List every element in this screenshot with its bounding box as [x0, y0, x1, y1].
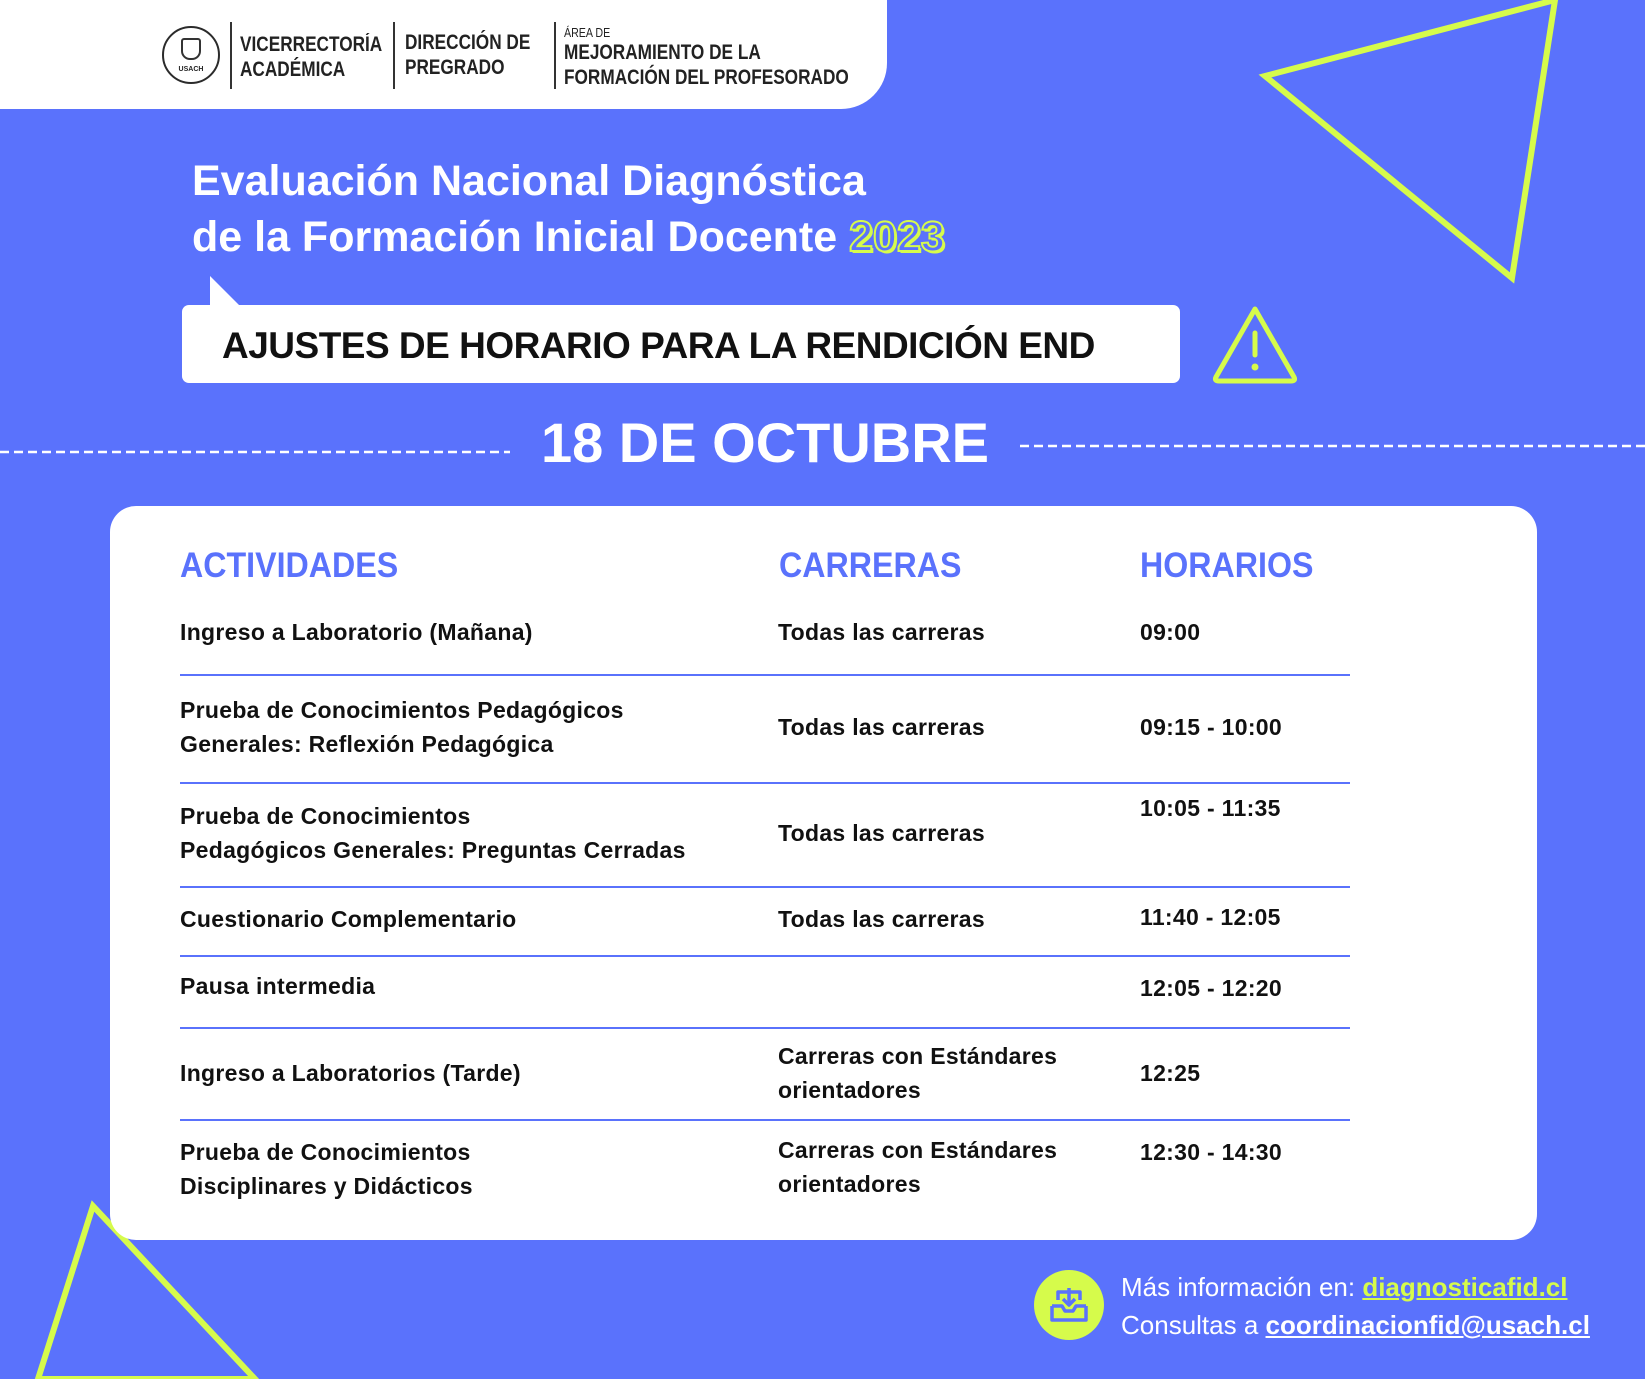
banner-text: AJUSTES DE HORARIO PARA LA RENDICIÓN END [222, 325, 1095, 366]
title-line-1: Evaluación Nacional Diagnóstica [192, 157, 866, 205]
contact-label: Consultas a [1121, 1310, 1266, 1340]
org-vicerrectoria: VICERRECTORÍA ACADÉMICA [240, 33, 383, 81]
activity-cell: Prueba de Conocimientos Pedagógicos Generales: Reflexión Pedagógica [180, 697, 624, 757]
header-divider [554, 22, 556, 89]
table-row [180, 888, 1350, 957]
career-cell: Todas las carreras [778, 619, 985, 645]
table-row [180, 606, 1350, 676]
activity-cell: Cuestionario Complementario [180, 906, 517, 932]
activity-cell: Prueba de Conocimientos Disciplinares y Didácticos [180, 1139, 473, 1199]
header-divider [230, 22, 232, 89]
header-careers: CARRERAS [779, 546, 962, 585]
career-cell: Carreras con Estándares orientadores [778, 1137, 1058, 1197]
time-cell: 11:40 - 12:05 [1140, 904, 1281, 930]
career-cell: Todas las carreras [778, 714, 985, 740]
more-info-label: Más información en: [1121, 1272, 1363, 1302]
time-cell: 10:05 - 11:35 [1140, 795, 1281, 821]
table-row [180, 957, 1350, 1029]
activity-cell: Pausa intermedia [180, 973, 376, 999]
title-line-2: de la Formación Inicial Docente 2023 [192, 213, 945, 261]
time-cell: 12:25 [1140, 1060, 1201, 1086]
inbox-download-icon [1034, 1270, 1104, 1340]
banner-tail [210, 276, 242, 308]
schedule-banner [182, 305, 1180, 383]
page-title [192, 153, 945, 265]
career-cell: Carreras con Estándares orientadores [778, 1043, 1058, 1103]
table-row [180, 1029, 1350, 1121]
activity-cell: Prueba de Conocimientos Pedagógicos Generales: Preguntas Cerradas [180, 803, 686, 863]
institution-header [0, 0, 887, 109]
triangle-outline-top-right [1265, 0, 1555, 278]
org-area: ÁREA DE MEJORAMIENTO DE LA FORMACIÓN DEL PROFESORADO [564, 25, 849, 89]
schedule-card [110, 506, 1537, 1240]
time-cell: 12:30 - 14:30 [1140, 1139, 1282, 1165]
activity-cell: Ingreso a Laboratorio (Mañana) [180, 619, 533, 645]
time-cell: 09:15 - 10:00 [1140, 714, 1282, 740]
time-cell: 12:05 - 12:20 [1140, 975, 1282, 1001]
university-seal-logo [162, 26, 220, 84]
activity-cell: Ingreso a Laboratorios (Tarde) [180, 1060, 521, 1086]
warning-triangle-icon [1210, 303, 1300, 385]
org-direccion: DIRECCIÓN DE PREGRADO [405, 31, 531, 79]
header-divider [393, 22, 395, 89]
header-activities: ACTIVIDADES [180, 546, 399, 585]
career-cell: Todas las carreras [778, 820, 985, 846]
event-date: 18 DE OCTUBRE [540, 411, 990, 474]
time-cell: 09:00 [1140, 619, 1201, 645]
header-schedules: HORARIOS [1140, 546, 1314, 585]
website-link[interactable]: diagnosticafid.cl [1362, 1272, 1568, 1302]
seal-text: USACH [178, 66, 204, 73]
more-info-line [1121, 1272, 1567, 1303]
table-row [180, 784, 1350, 888]
table-row [180, 1121, 1350, 1221]
email-link[interactable]: coordinacionfid@usach.cl [1265, 1310, 1590, 1340]
seal-emblem-icon [181, 38, 201, 60]
table-row [180, 676, 1350, 784]
title-year: 2023 [849, 213, 945, 261]
contact-line [1121, 1310, 1590, 1341]
career-cell: Todas las carreras [778, 906, 985, 932]
